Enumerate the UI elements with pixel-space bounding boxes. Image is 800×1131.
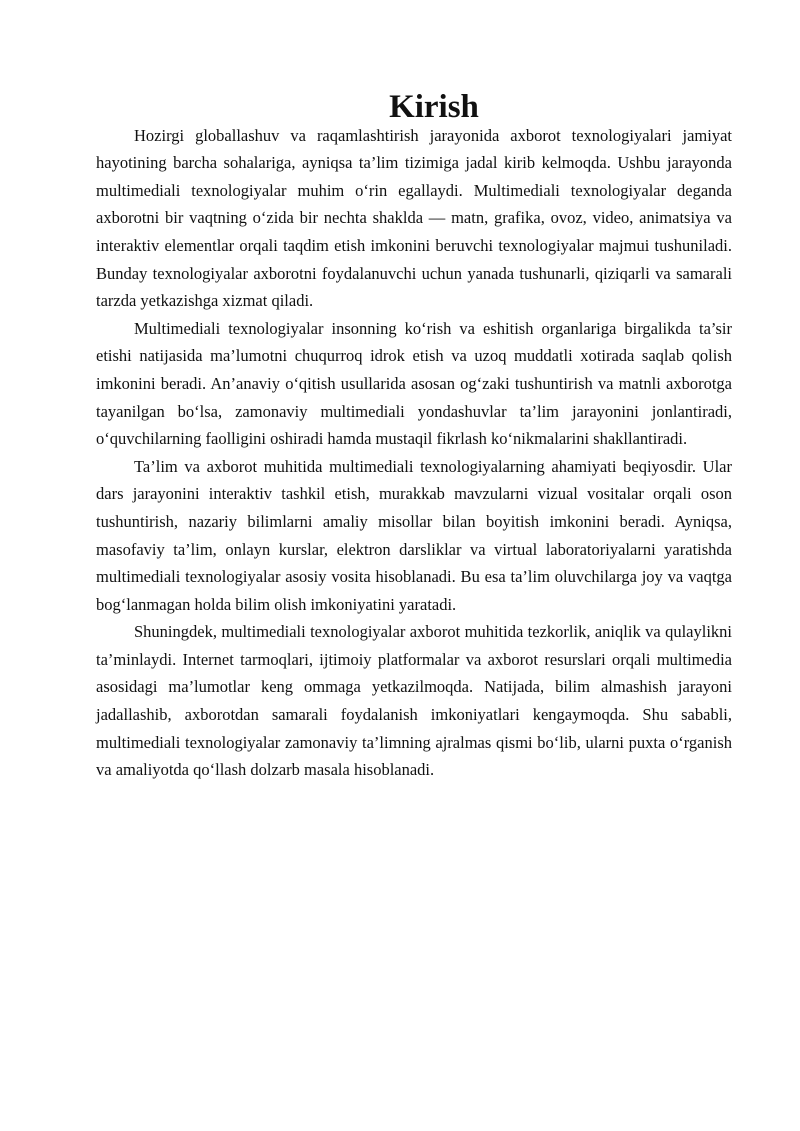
paragraph-4: Shuningdek, multimediali texnologiyalar axborot muhitida tezkorlik, aniqlik va qulaylikni ta’minlaydi. Internet tarmoqlari, ijtimoiy platformalar va axborot resurslari orqali multimedia asosidagi ma’lumotlar keng ommaga yetkazilmoqda. Natijada, bilim almashish jarayoni jadallashib, axborotdan samarali foydalanish imkoniyatlari kengaymoqda. Shu sababli, multimediali texnologiyalar zamonaviy ta’limning ajralmas qismi bo‘lib, ularni puxta o‘rganish va amaliyotda qo‘llash dolzarb masala hisoblanadi. [96,622,732,780]
document-page [96,89,732,784]
section-title: Kirish [389,89,479,125]
paragraph-2: Multimediali texnologiyalar insonning ko‘rish va eshitish organlariga birgalikda ta’sir etishi natijasida ma’lumotni chuqurroq idrok etish va uzoq muddatli xotirada saqlab qolish imkonini beradi. An’anaviy o‘qitish usullarida asosan og‘zaki tushuntirish va matnli axborotga tayanilgan bo‘lsa, zamonaviy multimediali yondashuvlar ta’lim jarayonini jonlantiradi, o‘quvchilarning faolligini oshiradi hamda mustaqil fikrlash ko‘nikmalarini shakllantiradi. [96,318,732,449]
paragraph-3: Ta’lim va axborot muhitida multimediali texnologiyalarning ahamiyati beqiyosdir. Ular dars jarayonini interaktiv tashkil etish, murakkab mavzularni vizual vositalar orqali oson tushuntirish, nazariy bilimlarni amaliy misollar bilan boyitish imkonini beradi. Ayniqsa, masofaviy ta’lim, onlayn kurslar, elektron darsliklar va virtual laboratoriyalarni yaratishda multimediali texnologiyalar asosiy vosita hisoblanadi. Bu esa ta’lim oluvchilarga joy va vaqtga bog‘lanmagan holda bilim olish imkoniyatini yaratadi. [96,456,732,614]
paragraph-1: Hozirgi globallashuv va raqamlashtirish jarayonida axborot texnologiyalari jamiyat hayotining barcha sohalariga, ayniqsa ta’lim tizimiga jadal kirib kelmoqda. Ushbu jarayonda multimediali texnologiyalar muhim o‘rin egallaydi. Multimediali texnologiyalar deganda axborotni bir vaqtning o‘zida bir nechta shaklda — matn, grafika, ovoz, video, animatsiya va interaktiv elementlar orqali taqdim etish imkonini beruvchi texnologiyalar majmui tushuniladi. Bunday texnologiyalar axborotni foydalanuvchi uchun yanada tushunarli, qiziqarli va samarali tarzda yetkazishga xizmat qiladi. [96,125,732,311]
